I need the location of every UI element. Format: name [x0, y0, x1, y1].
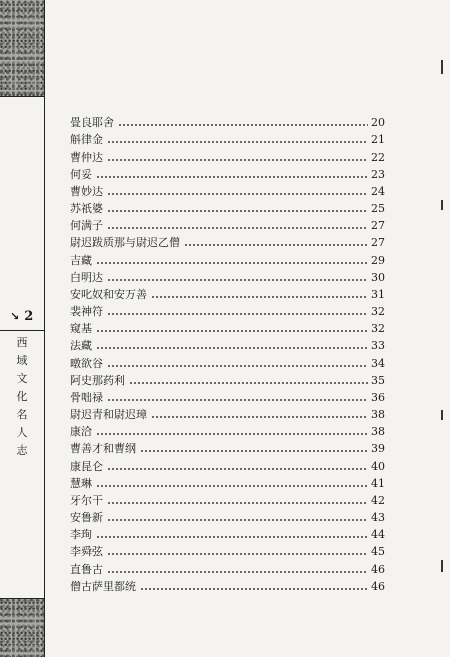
toc-entry: [70, 351, 385, 368]
toc-entry: [70, 523, 385, 540]
toc-entry: [70, 420, 385, 437]
toc-entry-title: 直鲁古: [70, 562, 103, 576]
toc-entry-page: 27: [371, 236, 385, 250]
dot-leader: [107, 193, 368, 195]
dot-leader: [107, 210, 368, 212]
toc-entry: [70, 557, 385, 574]
toc-entry: [70, 128, 385, 145]
dot-leader: [107, 227, 368, 229]
dot-leader: [96, 347, 368, 349]
scan-edge-mark: [441, 410, 443, 420]
dot-leader: [151, 416, 368, 418]
toc-entry: [70, 437, 385, 454]
book-title-char: 域: [16, 354, 28, 367]
toc-entry-page: 21: [371, 133, 385, 147]
dot-leader: [96, 433, 368, 435]
toc-entry: [70, 163, 385, 180]
toc-entry-page: 43: [371, 511, 385, 525]
toc-entry-page: 32: [371, 322, 385, 336]
dot-leader: [96, 176, 368, 178]
toc-entry-page: 44: [371, 528, 385, 542]
toc-entry: [70, 231, 385, 248]
toc-entry-page: 35: [371, 373, 385, 387]
book-title-char: 化: [16, 390, 28, 403]
toc-entry-title: 暾欲谷: [70, 356, 103, 370]
toc-entry-page: 46: [371, 579, 385, 593]
toc-entry-title: 牙尔干: [70, 493, 103, 507]
toc-entry-page: 38: [371, 408, 385, 422]
toc-entry-title: 窥基: [70, 322, 92, 336]
toc-entry-page: 32: [371, 305, 385, 319]
dot-leader: [129, 382, 368, 384]
corner-arrow-icon: ↘: [10, 310, 20, 323]
toc-entry-title: 曹仲达: [70, 150, 103, 164]
toc-entry: [70, 489, 385, 506]
toc-entry-page: 38: [371, 425, 385, 439]
toc-entry-title: 安鲁新: [70, 511, 103, 525]
dot-leader: [107, 502, 368, 504]
toc-entry-title: 吉藏: [70, 253, 92, 267]
dot-leader: [107, 159, 368, 161]
toc-entry: [70, 180, 385, 197]
toc-entry-title: 李舜弦: [70, 545, 103, 559]
toc-entry-page: 39: [371, 442, 385, 456]
toc-entry: [70, 386, 385, 403]
scan-edge-mark: [441, 60, 443, 74]
dot-leader: [151, 296, 368, 298]
margin-texture-top: [0, 0, 44, 96]
dot-leader: [107, 399, 368, 401]
dot-leader: [107, 571, 368, 573]
dot-leader: [140, 588, 368, 590]
table-of-contents: [70, 111, 385, 592]
toc-entry: [70, 317, 385, 334]
toc-entry: [70, 506, 385, 523]
book-title-char: 人: [16, 426, 28, 439]
book-title-char: 志: [16, 444, 28, 457]
toc-entry-title: 苏祇婆: [70, 202, 103, 216]
toc-entry-page: 33: [371, 339, 385, 353]
toc-entry-title: 曹妙达: [70, 184, 103, 198]
toc-entry-page: 40: [371, 459, 385, 473]
page-number-value: 2: [24, 309, 34, 324]
toc-entry-page: 29: [371, 253, 385, 267]
toc-entry: [70, 454, 385, 471]
toc-entry-page: 25: [371, 202, 385, 216]
dot-leader: [140, 450, 368, 452]
scan-edge-mark: [441, 560, 443, 572]
toc-entry-title: 何妥: [70, 167, 92, 181]
toc-entry: [70, 266, 385, 283]
toc-entry: [70, 214, 385, 231]
dot-leader: [107, 365, 368, 367]
toc-entry-page: 36: [371, 390, 385, 404]
toc-entry-page: 42: [371, 493, 385, 507]
toc-entry: [70, 369, 385, 386]
book-title-vertical: [12, 337, 32, 463]
dot-leader: [184, 244, 368, 246]
dot-leader: [107, 468, 368, 470]
margin-rule: [44, 0, 45, 657]
toc-entry-title: 畳良耶舍: [70, 116, 114, 130]
margin-rule-top: [0, 96, 44, 97]
toc-entry: [70, 472, 385, 489]
toc-entry-title: 尉迟青和尉迟璋: [70, 408, 147, 422]
dot-leader: [107, 553, 368, 555]
book-title-char: 文: [16, 372, 28, 385]
toc-entry-title: 慧琳: [70, 476, 92, 490]
toc-entry-page: 45: [371, 545, 385, 559]
toc-entry: [70, 145, 385, 162]
dot-leader: [96, 536, 368, 538]
margin-rule-middle: [0, 330, 44, 331]
toc-entry-title: 康洽: [70, 425, 92, 439]
book-title-char: 西: [16, 336, 28, 349]
toc-entry: [70, 283, 385, 300]
margin-texture-bottom: [0, 598, 44, 657]
toc-entry-title: 康昆仑: [70, 459, 103, 473]
dot-leader: [107, 141, 368, 143]
toc-entry-page: 20: [371, 116, 385, 130]
dot-leader: [96, 262, 368, 264]
toc-entry: [70, 403, 385, 420]
toc-entry: [70, 540, 385, 557]
toc-entry-page: 46: [371, 562, 385, 576]
toc-entry-title: 何满子: [70, 219, 103, 233]
toc-entry-page: 34: [371, 356, 385, 370]
toc-entry: [70, 197, 385, 214]
toc-entry: [70, 248, 385, 265]
dot-leader: [107, 519, 368, 521]
book-title-char: 名: [16, 408, 28, 421]
toc-entry-page: 30: [371, 270, 385, 284]
toc-entry-title: 裴神符: [70, 305, 103, 319]
scan-edge-mark: [441, 200, 443, 210]
toc-entry-title: 安叱奴和安万善: [70, 287, 147, 301]
toc-entry: [70, 300, 385, 317]
dot-leader: [107, 313, 368, 315]
toc-entry: [70, 334, 385, 351]
toc-entry-title: 白明达: [70, 270, 103, 284]
dot-leader: [96, 330, 368, 332]
toc-entry-title: 僧古萨里都统: [70, 579, 136, 593]
toc-entry-page: 31: [371, 287, 385, 301]
toc-entry-title: 曹善才和曹纲: [70, 442, 136, 456]
toc-entry: [70, 111, 385, 128]
toc-entry-page: 41: [371, 476, 385, 490]
toc-entry: [70, 575, 385, 592]
dot-leader: [107, 279, 368, 281]
toc-entry-title: 李珣: [70, 528, 92, 542]
toc-entry-title: 尉迟跋质那与尉迟乙僧: [70, 236, 180, 250]
dot-leader: [96, 485, 368, 487]
toc-entry-title: 法藏: [70, 339, 92, 353]
dot-leader: [118, 124, 368, 126]
toc-entry-page: 24: [371, 184, 385, 198]
margin-rule-bottom: [0, 598, 44, 599]
toc-entry-title: 骨咄禄: [70, 390, 103, 404]
toc-entry-page: 23: [371, 167, 385, 181]
toc-entry-page: 27: [371, 219, 385, 233]
toc-entry-title: 斛律金: [70, 133, 103, 147]
page-number: [10, 309, 42, 324]
toc-entry-title: 阿史那药利: [70, 373, 125, 387]
toc-entry-page: 22: [371, 150, 385, 164]
